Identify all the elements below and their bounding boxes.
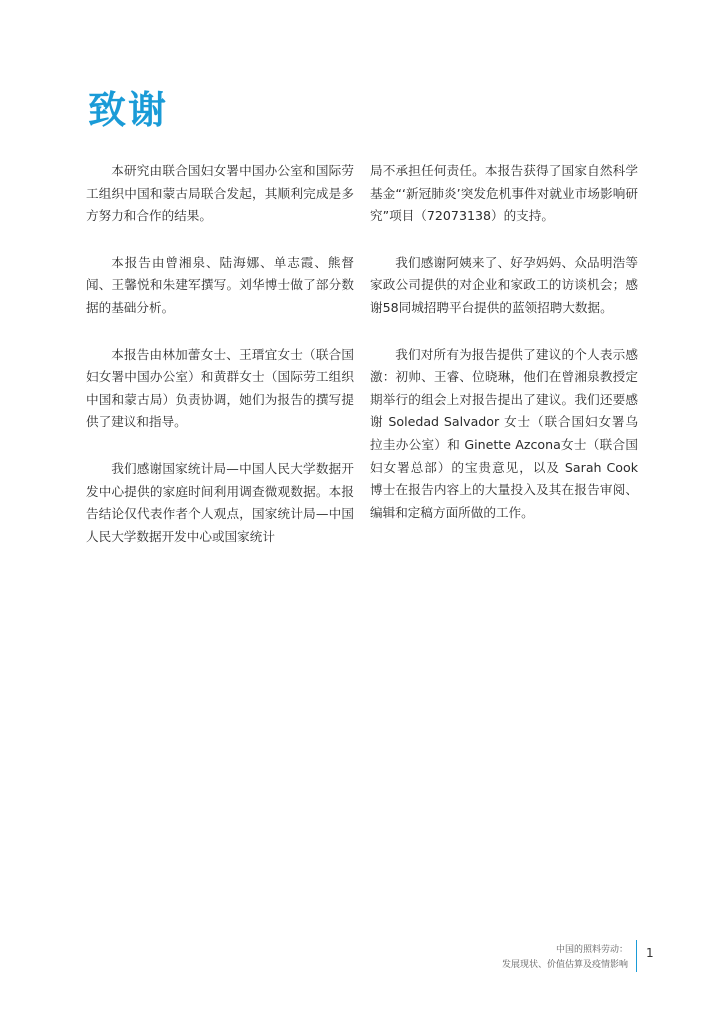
paragraph: 我们感谢阿姨来了、好孕妈妈、众品明浩等家政公司提供的对企业和家政工的访谈机会；感谢58同城招聘平台提供的蓝领招聘大数据。 xyxy=(370,254,638,315)
paragraph: 我们对所有为报告提供了建议的个人表示感激：初帅、王睿、位晓琳，他们在曾湘泉教授定期举行的组会上对报告提出了建议。我们还要感谢 Soledad Salvador 女士（联合国妇女署乌拉圭办公室）和 Ginette Azcona女士（联合国妇女署总部）的宝贵意见，以及 Sarah Cook 博士在报告内容上的大量投入及其在报告审阅、编辑和定稿方面所做的工作。 xyxy=(370,346,638,520)
right-text-column xyxy=(370,160,638,548)
paragraph: 本报告由林加蕾女士、王瑨宜女士（联合国妇女署中国办公室）和黄群女士（国际劳工组织中国和蒙古局）负责协调，她们为报告的撰写提供了建议和指导。 xyxy=(86,346,354,430)
footer-divider xyxy=(636,940,637,972)
running-footer xyxy=(502,943,628,973)
left-text-column xyxy=(86,160,354,572)
paragraph: 我们感谢国家统计局—中国人民大学数据开发中心提供的家庭时间利用调查微观数据。本报告结论仅代表作者个人观点，国家统计局—中国人民大学数据开发中心或国家统计 xyxy=(86,460,354,544)
page-title: 致谢 xyxy=(88,88,169,132)
paragraph: 本报告由曾湘泉、陆海娜、单志霞、熊督闻、王馨悦和朱建军撰写。刘华博士做了部分数据的基础分析。 xyxy=(86,254,354,315)
page-number: 1 xyxy=(646,946,654,960)
paragraph-continued: 局不承担任何责任。本报告获得了国家自然科学基金“‘新冠肺炎’突发危机事件对就业市场影响研究”项目（72073138）的支持。 xyxy=(370,163,638,224)
paragraph: 本研究由联合国妇女署中国办公室和国际劳工组织中国和蒙古局联合发起，其顺利完成是多方努力和合作的结果。 xyxy=(86,163,354,224)
footer-report-subtitle: 发展现状、价值估算及疫情影响 xyxy=(501,960,628,970)
footer-report-title: 中国的照料劳动： xyxy=(555,945,628,955)
